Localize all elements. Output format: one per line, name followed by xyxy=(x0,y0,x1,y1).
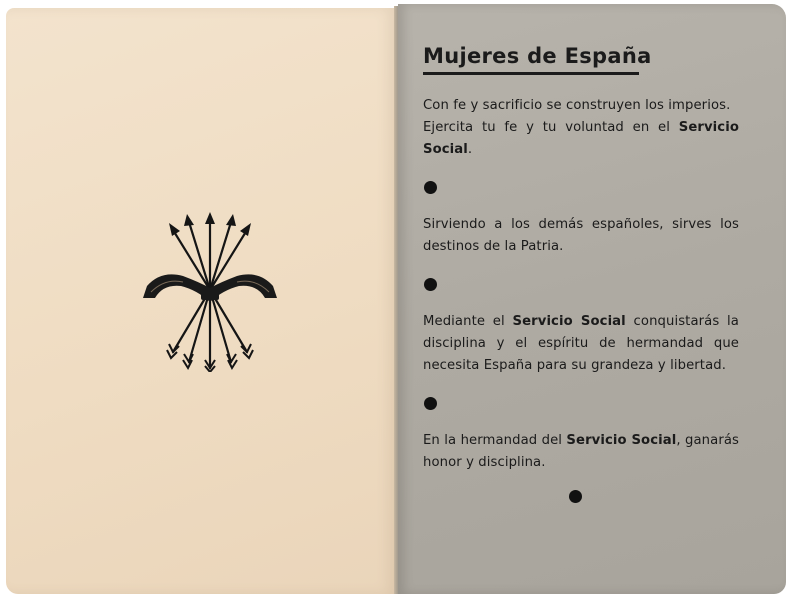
paragraph-3-start: Mediante el xyxy=(423,314,513,329)
paragraph-1-line-1: Con fe y sacrificio se construyen los imperios. xyxy=(423,98,731,113)
paragraph-2: Sirviendo a los demás españoles, sirves los destinos de la Patria. xyxy=(423,217,739,254)
bullet-dot-3 xyxy=(424,397,437,410)
yoke-and-arrows-icon xyxy=(139,212,281,372)
paragraph-4-start: En la hermandad del xyxy=(423,433,567,448)
paragraph-1-bold: Servicio Social xyxy=(423,120,739,157)
title-underline xyxy=(423,72,639,75)
paragraph-3-end: conquistarás la disciplina y el espíritu de hermandad que necesita España para su grandeza y libertad. xyxy=(423,314,739,373)
paragraph-1 xyxy=(423,95,739,161)
right-page-text xyxy=(423,44,739,503)
paragraph-3-bold: Servicio Social xyxy=(512,314,626,329)
paragraph-4-end: , ganarás honor y disciplina. xyxy=(423,433,739,470)
paragraph-1-end: . xyxy=(467,142,473,157)
bullet-dot-1 xyxy=(424,181,437,194)
bullet-dot-2 xyxy=(424,278,437,291)
paragraph-3 xyxy=(423,311,739,377)
bullet-dot-4 xyxy=(569,490,582,503)
page-title: Mujeres de España xyxy=(423,44,652,68)
paragraph-4 xyxy=(423,430,739,474)
paragraph-4-bold: Servicio Social xyxy=(566,433,677,448)
paragraph-1-line-2: Ejercita tu fe y tu voluntad en el xyxy=(423,120,679,135)
